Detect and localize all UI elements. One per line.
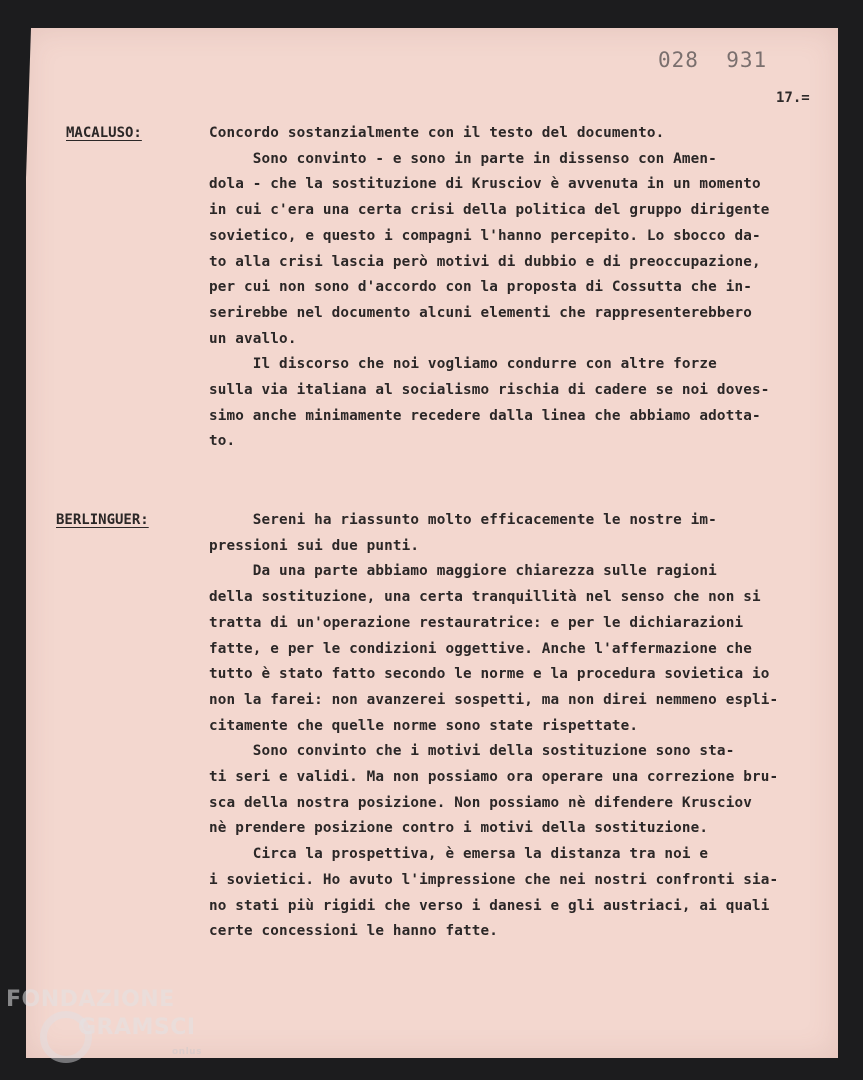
watermark-line-3: onlus xyxy=(172,1047,202,1057)
text-line: dola - che la sostituzione di Krusciov è avvenuta in un momento xyxy=(209,176,761,193)
text-line: tutto è stato fatto secondo le norme e la procedura sovietica io xyxy=(209,666,770,683)
watermark-line-1: FONDAZIONE xyxy=(6,987,175,1012)
text-line: tratta di un'operazione restauratrice: e per le dichiarazioni xyxy=(209,614,744,631)
text-line: Sono convinto che i motivi della sostituzione sono sta- xyxy=(209,743,735,760)
text-line: della sostituzione, una certa tranquillità nel senso che non si xyxy=(209,589,761,606)
text-line: certe concessioni le hanno fatte. xyxy=(209,923,498,940)
text-line: Sereni ha riassunto molto efficacemente le nostre im- xyxy=(209,512,717,528)
page-corner-shadow xyxy=(26,28,31,178)
text-line: sulla via italiana al socialismo rischia di cadere se noi doves- xyxy=(209,382,770,398)
text-line: Concordo sostanzialmente con il testo del documento. xyxy=(209,125,665,141)
text-line: fatte, e per le condizioni oggettive. Anche l'affermazione che xyxy=(209,640,752,657)
text-line: Sono convinto - e sono in parte in dissenso con Amen- xyxy=(209,150,717,167)
text-line: sovietico, e questo i compagni l'hanno percepito. Lo sbocco da- xyxy=(209,227,761,244)
text-line: un avallo. xyxy=(209,330,297,347)
text-line: nè prendere posizione contro i motivi della sostituzione. xyxy=(209,820,709,837)
text-line: sca della nostra posizione. Non possiamo nè difendere Krusciov xyxy=(209,794,752,811)
text-line: in cui c'era una certa crisi della politica del gruppo dirigente xyxy=(209,202,770,219)
archive-number: 028 931 xyxy=(658,48,768,72)
watermark-line-2: GRAMSCI xyxy=(78,1015,196,1040)
text-line: serirebbe nel documento alcuni elementi che rappresenterebbero xyxy=(209,304,752,321)
text-line: citamente che quelle norme sono state rispettate. xyxy=(209,717,639,734)
fondazione-gramsci-watermark xyxy=(0,985,230,1080)
text-line: pressioni sui due punti. xyxy=(209,537,420,554)
speaker-berlinguer: BERLINGUER: xyxy=(56,512,149,528)
text-line: simo anche minimamente recedere dalla linea che abbiamo adotta- xyxy=(209,407,761,424)
text-line: Circa la prospettiva, è emersa la distanza tra noi e xyxy=(209,846,709,863)
text-line: Da una parte abbiamo maggiore chiarezza sulle ragioni xyxy=(209,563,717,580)
text-line: non la farei: non avanzerei sospetti, ma non direi nemmeno espli- xyxy=(209,691,779,708)
text-line: no stati più rigidi che verso i danesi e gli austriaci, ai quali xyxy=(209,897,770,914)
text-line: Il discorso che noi vogliamo condurre con altre forze xyxy=(209,356,717,373)
text-line: per cui non sono d'accordo con la proposta di Cossutta che in- xyxy=(209,279,752,296)
text-line: to alla crisi lascia però motivi di dubbio e di preoccupazione, xyxy=(209,253,761,270)
speaker-macaluso: MACALUSO: xyxy=(66,125,142,141)
text-line: ti seri e validi. Ma non possiamo ora operare una correzione bru- xyxy=(209,769,779,785)
page-number: 17.= xyxy=(776,90,810,106)
text-line: i sovietici. Ho avuto l'impressione che nei nostri confronti sia- xyxy=(209,871,779,888)
text-line: to. xyxy=(209,433,236,450)
